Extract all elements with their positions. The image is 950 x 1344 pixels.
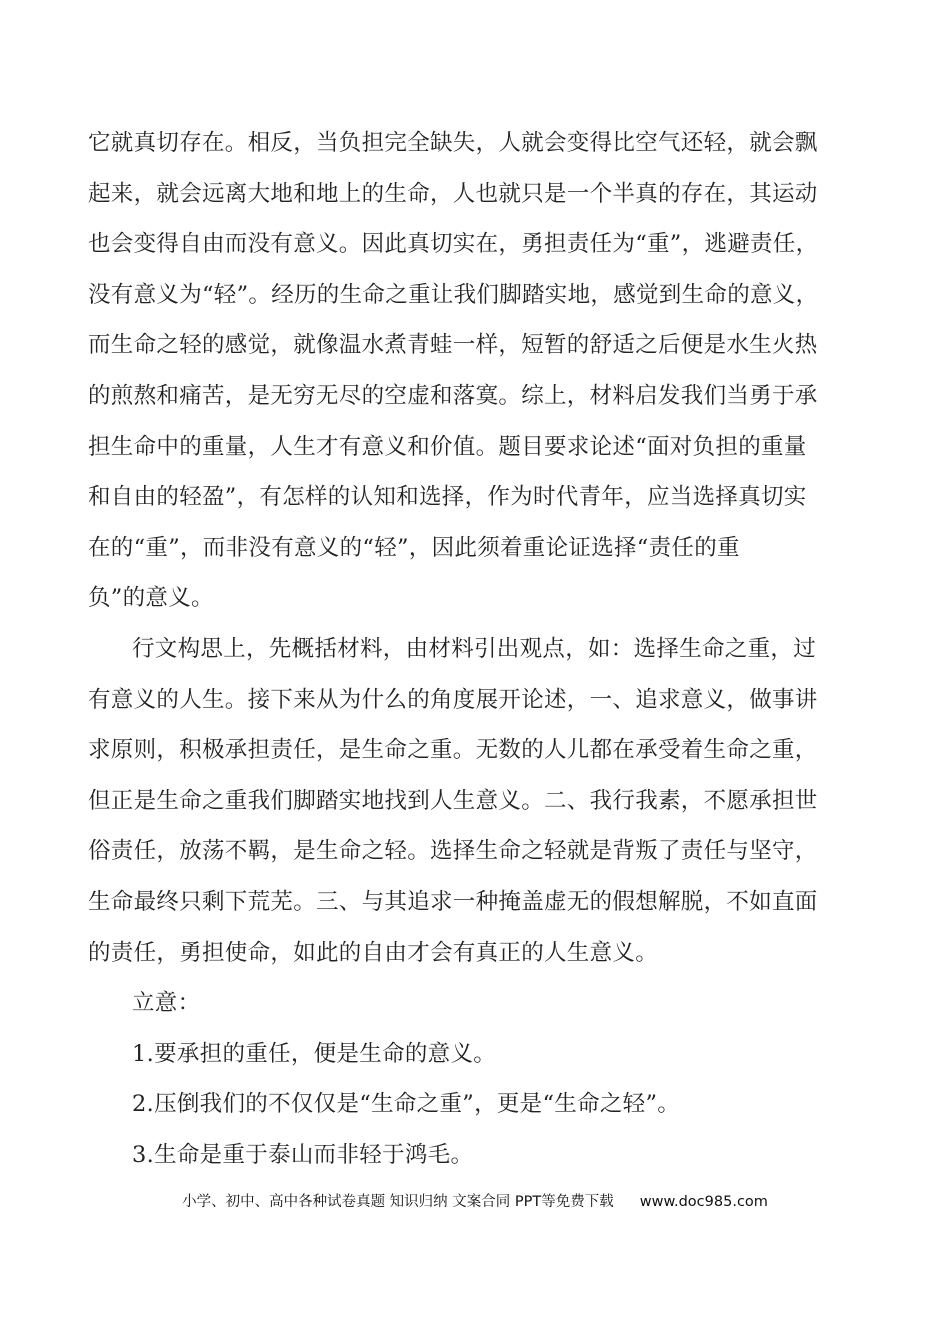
text-line: 起来，就会远离大地和地上的生命，人也就只是一个半真的存在，其运动 bbox=[88, 180, 818, 207]
document-body bbox=[88, 118, 868, 1180]
footer-text: 小学、初中、高中各种试卷真题 知识归纳 文案合同 PPT等免费下载 bbox=[182, 1194, 614, 1210]
text-line: 它就真切存在。相反，当负担完全缺失，人就会变得比空气还轻，就会飘 bbox=[88, 130, 818, 156]
text-line: 的责任，勇担使命，如此的自由才会有真正的人生意义。 bbox=[88, 939, 659, 966]
text-line: 但正是生命之重我们脚踏实地找到人生意义。二、我行我素，不愿承担世 bbox=[88, 787, 818, 814]
text-line: 没有意义为“轻”。经历的生命之重让我们脚踏实地，感觉到生命的意义， bbox=[88, 281, 819, 308]
text-line: 俗责任，放荡不羁，是生命之轻。选择生命之轻就是背叛了责任与坚守， bbox=[88, 838, 818, 865]
list-item: 1.要承担的重任，便是生命的意义。 bbox=[132, 1040, 497, 1067]
list-item: 2.压倒我们的不仅仅是“生命之重”，更是“生命之轻”。 bbox=[132, 1091, 681, 1118]
footer-site-link[interactable]: www.doc985.com bbox=[639, 1194, 768, 1210]
text-line: 和自由的轻盈”，有怎样的认知和选择，作为时代青年，应当选择真切实 bbox=[88, 484, 807, 511]
text-line: 生命最终只剩下荒芜。三、与其追求一种掩盖虚无的假想解脱，不如直面 bbox=[88, 888, 818, 915]
text-line: 行文构思上，先概括材料，由材料引出观点，如：选择生命之重，过 bbox=[132, 635, 817, 662]
section-heading: 立意： bbox=[132, 990, 201, 1017]
text-line: 的煎熬和痛苦，是无穷无尽的空虚和落寞。综上，材料启发我们当勇于承 bbox=[88, 382, 818, 409]
text-line: 也会变得自由而没有意义。因此真切实在，勇担责任为“重”，逃避责任， bbox=[88, 231, 819, 258]
text-line: 有意义的人生。接下来从为什么的角度展开论述，一、追求意义，做事讲 bbox=[88, 686, 818, 713]
text-line: 在的“重”，而非没有意义的“轻”，因此须着重论证选择“责任的重 bbox=[88, 534, 740, 561]
text-line: 求原则，积极承担责任，是生命之重。无数的人儿都在承受着生命之重， bbox=[88, 737, 818, 764]
text-line: 负”的意义。 bbox=[88, 585, 214, 612]
list-item: 3.生命是重于泰山而非轻于鸿毛。 bbox=[132, 1141, 474, 1168]
text-line: 担生命中的重量，人生才有意义和价值。题目要求论述“面对负担的重量 bbox=[88, 433, 807, 460]
page-footer bbox=[0, 1190, 950, 1211]
text-line: 而生命之轻的感觉，就像温水煮青蛙一样，短暂的舒适之后便是水生火热 bbox=[88, 332, 818, 359]
